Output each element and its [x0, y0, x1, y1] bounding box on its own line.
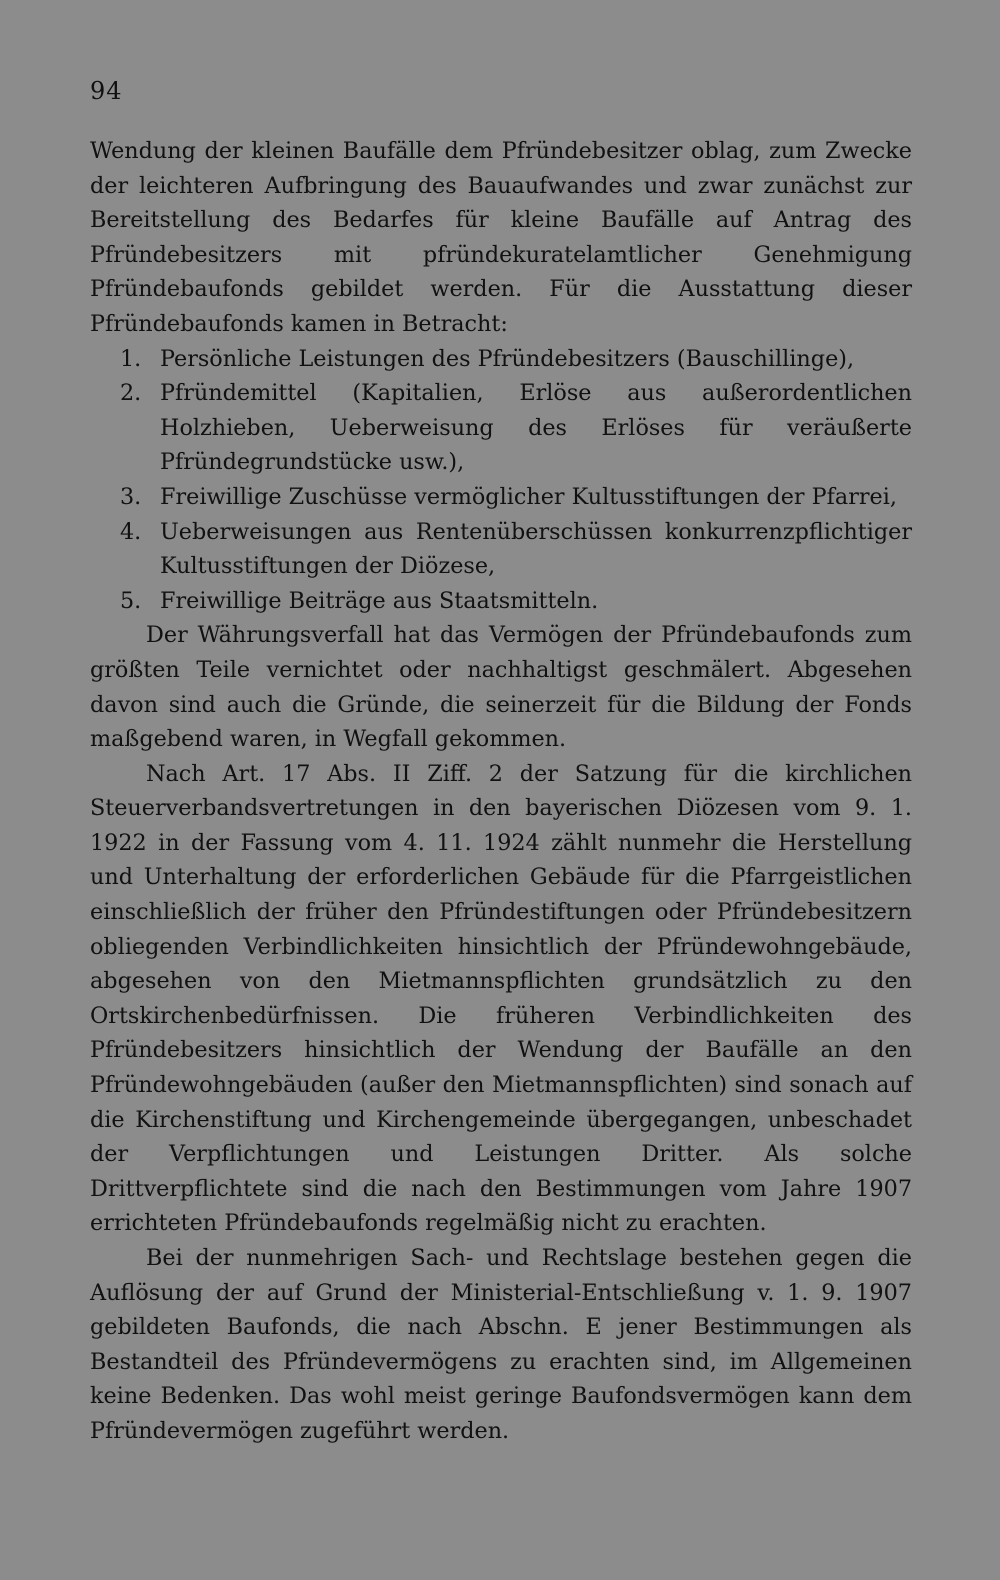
body-text	[90, 134, 912, 1449]
paragraph-4: Bei der nunmehrigen Sach- und Rechtslage bestehen gegen die Auflösung der auf Grund der Ministerial-Entschließung v. 1. 9. 1907 gebildeten Baufonds, die nach Abschn. E jener Bestimmungen als Bestandteil des Pfründevermögens zu erachten sind, im Allgemeinen keine Bedenken. Das wohl meist geringe Baufondsvermögen kann dem Pfründevermögen zugeführt werden.	[90, 1245, 912, 1444]
paragraph-3: Nach Art. 17 Abs. II Ziff. 2 der Satzung für die kirchlichen Steuerverbandsvertretungen in den bayerischen Diözesen vom 9. 1. 1922 in der Fassung vom 4. 11. 1924 zählt nunmehr die Herstellung und Unterhaltung der erforderlichen Gebäude für die Pfarrgeistlichen einschließlich der früher den Pfründestiftungen oder Pfründebesitzern obliegenden Verbindlichkeiten hinsichtlich der Pfründewohngebäude, abgesehen von den Mietmannspflichten grundsätzlich zu den Ortskirchenbedürfnissen. Die früheren Verbindlichkeiten des Pfründebesitzers hinsichtlich der Wendung der Baufälle an den Pfründewohngebäuden (außer den Mietmannspflichten) sind sonach auf die Kirchenstiftung und Kirchengemeinde übergegangen, unbeschadet der Verpflichtungen und Leistungen Dritter. Als solche Drittverpflichtete sind die nach den Bestimmungen vom Jahre 1907 errichteten Pfründebaufonds regelmäßig nicht zu erachten.	[90, 760, 912, 1237]
list-item-number: 1.	[120, 345, 142, 372]
list-item-text: Freiwillige Beiträge aus Staatsmitteln.	[160, 587, 599, 614]
paragraph-1: Wendung der kleinen Baufälle dem Pfründebesitzer oblag, zum Zwecke der leichteren Aufbringung des Bauaufwandes und zwar zunächst zur Bereitstellung des Bedarfes für kleine Baufälle auf Antrag des Pfründebesitzers mit pfründekuratelamtlicher Genehmigung Pfründebaufonds gebildet werden. Für die Ausstattung dieser Pfründebaufonds kamen in Betracht:	[90, 138, 912, 337]
list-item-number: 4.	[120, 518, 142, 545]
page-number: 94	[90, 77, 123, 105]
list-item-number: 3.	[120, 483, 142, 510]
paragraph-2: Der Währungsverfall hat das Vermögen der Pfründebaufonds zum größten Teile vernichtet oder nachhaltigst geschmälert. Abgesehen davon sind auch die Gründe, die seinerzeit für die Bildung der Fonds maßgebend waren, in Wegfall gekommen.	[90, 622, 912, 753]
document-page	[90, 70, 912, 1550]
list-item-number: 2.	[120, 380, 142, 407]
list-item-text: Ueberweisungen aus Rentenüberschüssen konkurrenzpflichtiger Kultusstiftungen der Diözese,	[160, 518, 912, 580]
list-item-text: Persönliche Leistungen des Pfründebesitzers (Bauschillinge),	[160, 345, 855, 372]
list-item	[90, 376, 912, 480]
funding-sources-list	[90, 342, 912, 619]
list-item-text: Pfründemittel (Kapitalien, Erlöse aus außerordentlichen Holzhieben, Ueberweisung des Erlöses für veräußerte Pfründegrundstücke usw.),	[160, 380, 912, 476]
list-item-number: 5.	[120, 587, 142, 614]
list-item	[90, 515, 912, 584]
list-item	[90, 584, 912, 619]
list-item	[90, 480, 912, 515]
list-item-text: Freiwillige Zuschüsse vermöglicher Kultusstiftungen der Pfarrei,	[160, 483, 897, 510]
list-item	[90, 342, 912, 377]
